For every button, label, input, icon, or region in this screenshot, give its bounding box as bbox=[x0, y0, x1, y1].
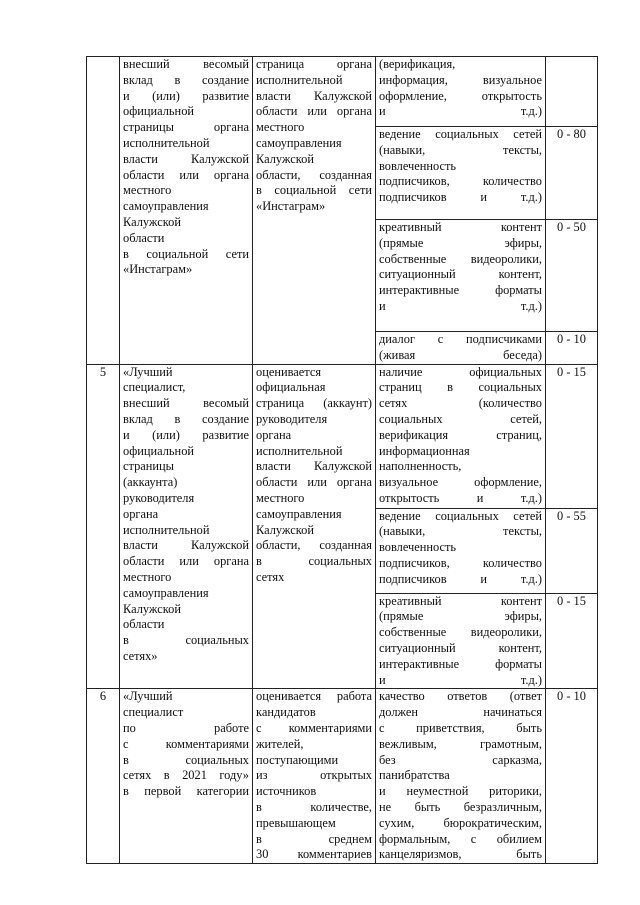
text-line: собственные видеоролики, bbox=[379, 625, 542, 640]
text-line: источников bbox=[256, 784, 317, 799]
text-line: исполнительной bbox=[256, 72, 343, 87]
text-line: социальных сетей, bbox=[379, 411, 542, 426]
text-line: самоуправления bbox=[123, 199, 209, 214]
text-line: вовлеченность bbox=[379, 158, 457, 173]
criterion-score: 0 - 80 bbox=[546, 127, 598, 220]
text-line: превышающем bbox=[256, 815, 336, 830]
text-line: самоуправления bbox=[256, 506, 342, 521]
criterion-text bbox=[376, 364, 546, 508]
text-line: области, созданная bbox=[256, 167, 372, 182]
text-line: власти Калужской bbox=[123, 538, 249, 553]
criterion-text bbox=[376, 57, 546, 127]
text-line: из открытых bbox=[256, 768, 372, 783]
text-line: (живая беседа) bbox=[379, 347, 542, 362]
text-line: кандидатов bbox=[256, 705, 316, 720]
text-line: по работе bbox=[123, 720, 249, 735]
criterion-score: 0 - 15 bbox=[546, 364, 598, 508]
criterion-text bbox=[376, 508, 546, 593]
text-line: вклад в создание bbox=[123, 72, 249, 87]
text-line: Калужской bbox=[123, 214, 181, 229]
text-line: «Лучший bbox=[123, 689, 173, 704]
text-line: руководителя bbox=[256, 411, 328, 426]
text-line: оценивается работа bbox=[256, 689, 372, 704]
text-line: ситуационный контент, bbox=[379, 640, 542, 655]
text-line: «Лучший bbox=[123, 364, 173, 379]
text-line: в социальных bbox=[123, 752, 249, 767]
text-line: подписчиков и т.д.) bbox=[379, 571, 542, 586]
text-line: власти Калужской bbox=[256, 459, 372, 474]
text-line: и т.д.) bbox=[379, 298, 542, 313]
criterion-score: 0 - 55 bbox=[546, 508, 598, 593]
table-row bbox=[87, 57, 598, 127]
nomination-title bbox=[120, 364, 253, 689]
text-line: в социальной сети bbox=[256, 183, 372, 198]
text-line: местного bbox=[123, 183, 172, 198]
text-line: (аккаунта) bbox=[123, 475, 178, 490]
criterion-score: 0 - 50 bbox=[546, 220, 598, 332]
text-line: исполнительной bbox=[256, 443, 343, 458]
nomination-title bbox=[120, 689, 253, 864]
text-line: вклад в создание bbox=[123, 411, 249, 426]
text-line: «Инстаграм» bbox=[256, 199, 326, 214]
text-line: интерактивные форматы bbox=[379, 656, 542, 671]
text-line: области, созданная bbox=[256, 538, 372, 553]
text-line: страницы bbox=[123, 459, 174, 474]
text-line: ведение социальных сетей bbox=[379, 127, 542, 141]
text-line: органа bbox=[256, 427, 292, 442]
text-line: панибратства bbox=[379, 768, 450, 783]
text-line: (прямые эфиры, bbox=[379, 609, 542, 624]
text-line: информационная bbox=[379, 443, 470, 458]
text-line: области bbox=[123, 617, 165, 632]
text-line: открытость и т.д.) bbox=[379, 490, 542, 505]
text-line: собственные видеоролики, bbox=[379, 251, 542, 266]
text-line: подписчиков и т.д.) bbox=[379, 190, 542, 205]
text-line: информация, визуальное bbox=[379, 72, 542, 87]
text-line: креативный контент bbox=[379, 593, 542, 608]
text-line: качество ответов (ответ bbox=[379, 689, 542, 704]
text-line: оценивается bbox=[256, 364, 322, 379]
text-line: сетях в 2021 году» bbox=[123, 768, 249, 783]
row-number bbox=[87, 57, 120, 365]
text-line: области или органа bbox=[256, 104, 372, 119]
text-line: формальным, с обилием bbox=[379, 831, 542, 846]
text-line: исполнительной bbox=[123, 135, 210, 150]
text-line: специалист bbox=[123, 705, 184, 720]
text-line: официальной bbox=[123, 443, 195, 458]
text-line: интерактивные форматы bbox=[379, 283, 542, 298]
text-line: официальная bbox=[256, 380, 326, 395]
criterion-text bbox=[376, 689, 546, 864]
text-line: самоуправления bbox=[256, 135, 342, 150]
text-line: оформление, открытость bbox=[379, 88, 542, 103]
text-line: страница (аккаунт) bbox=[256, 396, 372, 411]
text-line: (верификация, bbox=[379, 57, 456, 71]
text-line: официальной bbox=[123, 104, 195, 119]
text-line: подписчиков, количество bbox=[379, 555, 542, 570]
row-number: 6 bbox=[87, 689, 120, 864]
text-line: поступающими bbox=[256, 752, 339, 767]
text-line: Калужской bbox=[123, 601, 181, 616]
text-line: вежливым, грамотным, bbox=[379, 736, 542, 751]
text-line: жителей, bbox=[256, 736, 304, 751]
text-line: власти Калужской bbox=[123, 151, 249, 166]
text-line: в социальной сети bbox=[123, 246, 249, 261]
text-line: без сарказма, bbox=[379, 752, 542, 767]
text-line: наполненность, bbox=[379, 459, 462, 474]
text-line: руководителя bbox=[123, 490, 195, 505]
text-line: страниц в социальных bbox=[379, 380, 542, 395]
text-line: не быть безразличным, bbox=[379, 799, 542, 814]
text-line: сухим, бюрократическим, bbox=[379, 815, 542, 830]
text-line: (прямые эфиры, bbox=[379, 235, 542, 250]
text-line: местного bbox=[256, 490, 305, 505]
nomination-description bbox=[253, 689, 376, 864]
text-line: и (или) развитие bbox=[123, 427, 249, 442]
text-line: с приветствия, быть bbox=[379, 720, 542, 735]
text-line: Калужской bbox=[256, 151, 314, 166]
text-line: Калужской bbox=[256, 522, 314, 537]
nomination-description bbox=[253, 57, 376, 365]
text-line: области bbox=[123, 230, 165, 245]
text-line: области или органа bbox=[123, 554, 249, 569]
text-line: страница органа bbox=[256, 57, 372, 71]
criterion-text bbox=[376, 127, 546, 220]
criterion-text bbox=[376, 332, 546, 365]
text-line: власти Калужской bbox=[256, 88, 372, 103]
text-line: должен начинаться bbox=[379, 705, 542, 720]
text-line: специалист, bbox=[123, 380, 186, 395]
text-line: (навыки, тексты, bbox=[379, 524, 542, 539]
text-line: в первой категории bbox=[123, 784, 249, 799]
criterion-score: 0 - 15 bbox=[546, 593, 598, 689]
text-line: диалог с подписчиками bbox=[379, 332, 542, 346]
text-line: самоуправления bbox=[123, 585, 209, 600]
text-line: в социальных bbox=[256, 554, 372, 569]
criterion-text bbox=[376, 220, 546, 332]
criterion-score: 0 - 10 bbox=[546, 332, 598, 365]
text-line: визуальное оформление, bbox=[379, 475, 542, 490]
text-line: органа bbox=[123, 506, 159, 521]
text-line: и т.д.) bbox=[379, 104, 542, 119]
text-line: 30 комментариев bbox=[256, 847, 372, 862]
text-line: в среднем bbox=[256, 831, 372, 846]
table-row bbox=[87, 689, 598, 864]
text-line: сетях (количество bbox=[379, 396, 542, 411]
row-number: 5 bbox=[87, 364, 120, 689]
text-line: внесший весомый bbox=[123, 57, 249, 71]
text-line: местного bbox=[256, 120, 305, 135]
text-line: исполнительной bbox=[123, 522, 210, 537]
text-line: с комментариями bbox=[256, 720, 372, 735]
text-line: и неуместной риторики, bbox=[379, 784, 542, 799]
text-line: «Инстаграм» bbox=[123, 262, 193, 277]
text-line: ситуационный контент, bbox=[379, 267, 542, 282]
text-line: с комментариями bbox=[123, 736, 249, 751]
text-line: ведение социальных сетей bbox=[379, 508, 542, 523]
text-line: в количестве, bbox=[256, 799, 372, 814]
nomination-description bbox=[253, 364, 376, 689]
criterion-text bbox=[376, 593, 546, 689]
text-line: и (или) развитие bbox=[123, 88, 249, 103]
text-line: области или органа bbox=[123, 167, 249, 182]
nomination-title bbox=[120, 57, 253, 365]
text-line: подписчиков, количество bbox=[379, 174, 542, 189]
criterion-score bbox=[546, 57, 598, 127]
text-line: и т.д.) bbox=[379, 672, 542, 687]
criterion-score: 0 - 10 bbox=[546, 689, 598, 864]
text-line: в социальных bbox=[123, 633, 249, 648]
text-line: канцеляризмов, быть bbox=[379, 847, 542, 862]
text-line: сетях» bbox=[123, 648, 158, 663]
text-line: местного bbox=[123, 569, 172, 584]
text-line: сетях bbox=[256, 569, 285, 584]
text-line: внесший весомый bbox=[123, 396, 249, 411]
table-row bbox=[87, 364, 598, 508]
text-line: (навыки, тексты, bbox=[379, 142, 542, 157]
text-line: страницы органа bbox=[123, 120, 249, 135]
text-line: вовлеченность bbox=[379, 540, 457, 555]
nominations-table bbox=[86, 56, 598, 864]
text-line: верификация страниц, bbox=[379, 427, 542, 442]
text-line: области или органа bbox=[256, 475, 372, 490]
text-line: креативный контент bbox=[379, 220, 542, 234]
text-line: наличие официальных bbox=[379, 364, 542, 379]
